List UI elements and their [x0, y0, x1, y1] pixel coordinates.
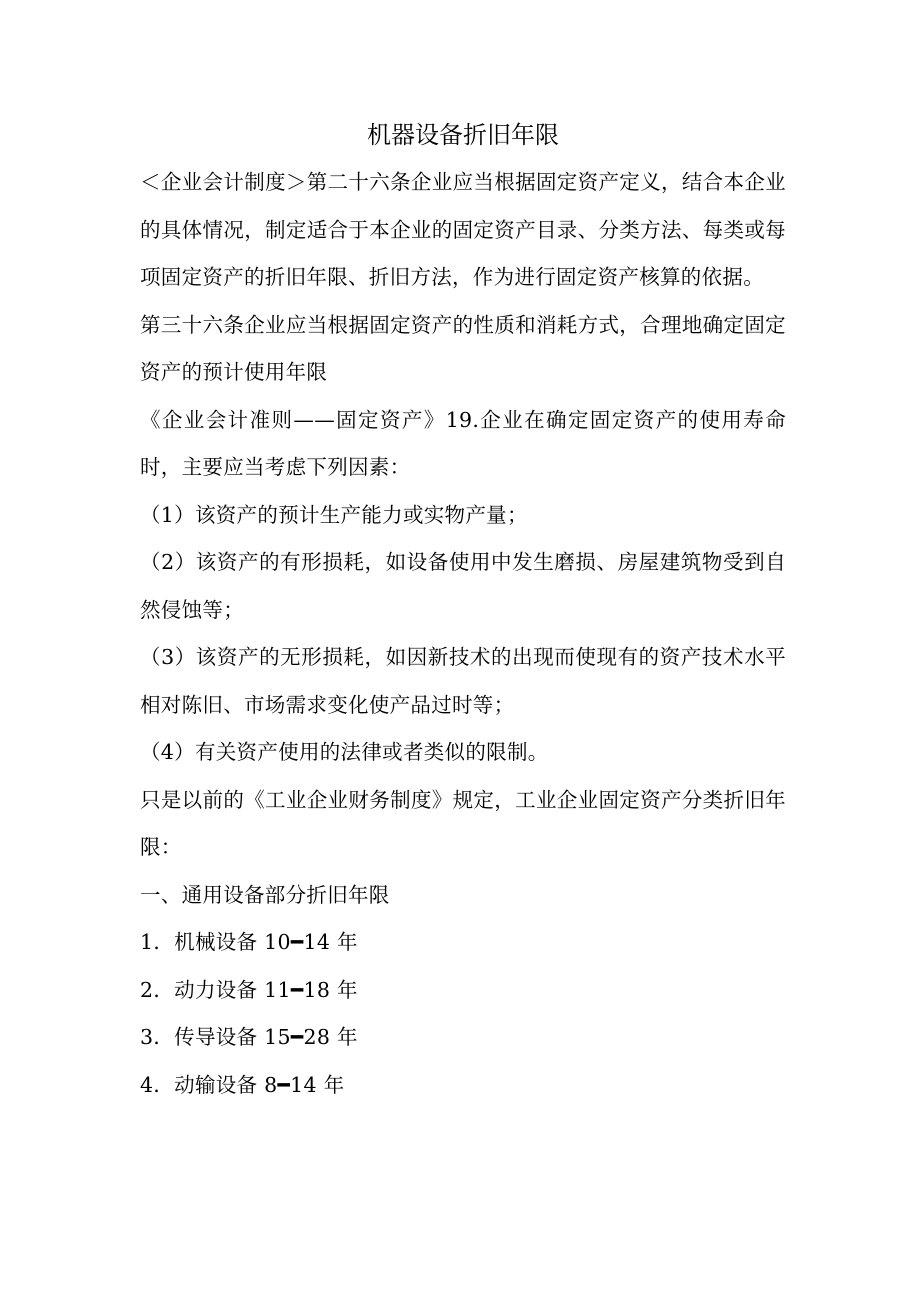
list-item-mechanical-equipment: 1．机械设备 10━14 年	[140, 930, 358, 954]
list-item-transmission-equipment: 3．传导设备 15━28 年	[140, 1025, 358, 1049]
document-title: 机器设备折旧年限	[367, 121, 559, 149]
factor-item-3: （3）该资产的无形损耗，如因新技术的出现而使现有的资产技术水平相对陈旧、市场需求变化使产品过时等；	[140, 645, 786, 717]
section-heading-general-equipment: 一、通用设备部分折旧年限	[140, 882, 390, 907]
paragraph-article-36: 第三十六条企业应当根据固定资产的性质和消耗方式，合理地确定固定资产的预计使用年限	[140, 312, 786, 384]
factor-item-4: （4）有关资产使用的法律或者类似的限制。	[140, 740, 549, 764]
paragraph-industrial-finance-system: 只是以前的《工业企业财务制度》规定，工业企业固定资产分类折旧年限：	[140, 787, 786, 859]
paragraph-accounting-system-article-26: ＜企业会计制度＞第二十六条企业应当根据固定资产定义，结合本企业的具体情况，制定适合于本企业的固定资产目录、分类方法、每类或每项固定资产的折旧年限、折旧方法，作为进行固定资产核算的依据。	[140, 170, 786, 289]
factor-item-1: （1）该资产的预计生产能力或实物产量；	[140, 502, 528, 527]
list-item-transport-equipment: 4．动输设备 8━14 年	[140, 1072, 345, 1097]
paragraph-accounting-standard-19: 《企业会计准则——固定资产》19.企业在确定固定资产的使用寿命时，主要应当考虑下列因素：	[140, 407, 786, 479]
document-page	[140, 112, 786, 1109]
factor-item-2: （2）该资产的有形损耗，如设备使用中发生磨损、房屋建筑物受到自然侵蚀等；	[140, 550, 786, 622]
list-item-power-equipment: 2．动力设备 11━18 年	[140, 977, 358, 1002]
